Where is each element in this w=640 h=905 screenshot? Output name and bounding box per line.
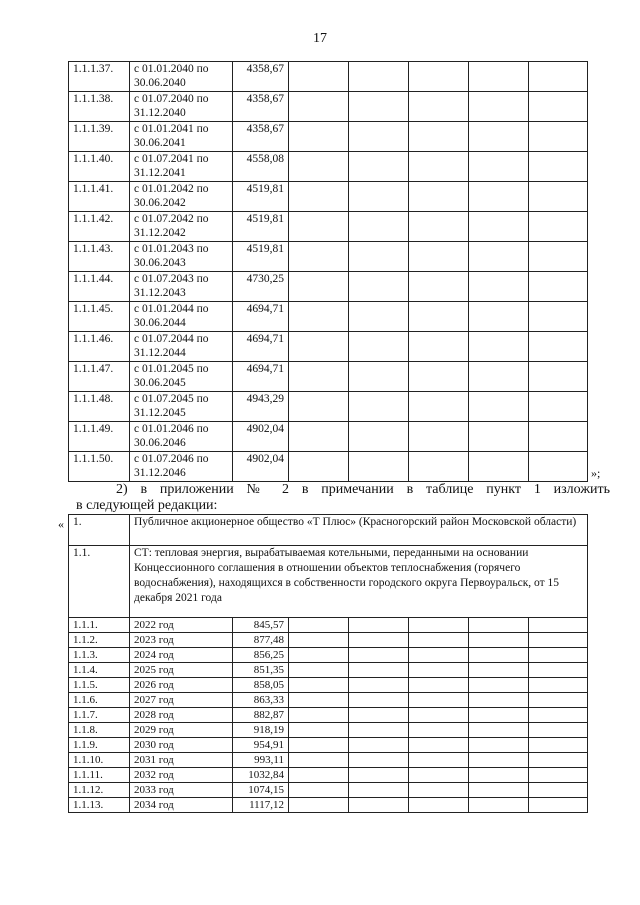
empty-cell	[349, 618, 409, 633]
row-number: 1.1.3.	[69, 648, 130, 663]
tariff-value: 4902,04	[233, 422, 289, 452]
empty-cell	[469, 618, 529, 633]
empty-cell	[469, 663, 529, 678]
empty-cell	[289, 92, 349, 122]
empty-cell	[529, 678, 588, 693]
empty-cell	[529, 618, 588, 633]
empty-cell	[349, 738, 409, 753]
period: с 01.01.2040 по 30.06.2040	[130, 62, 233, 92]
year: 2028 год	[130, 708, 233, 723]
empty-cell	[289, 708, 349, 723]
empty-cell	[469, 332, 529, 362]
row-number: 1.1.1.40.	[69, 152, 130, 182]
empty-cell	[469, 753, 529, 768]
empty-cell	[409, 648, 469, 663]
tariff-value: 1074,15	[233, 783, 289, 798]
empty-cell	[349, 302, 409, 332]
row-number: 1.1.1.	[69, 618, 130, 633]
empty-cell	[469, 362, 529, 392]
empty-cell	[529, 738, 588, 753]
empty-cell	[409, 678, 469, 693]
empty-cell	[409, 122, 469, 152]
tariff-value: 4358,67	[233, 62, 289, 92]
period: с 01.07.2042 по 31.12.2042	[130, 212, 233, 242]
empty-cell	[469, 242, 529, 272]
table-row	[69, 242, 588, 272]
empty-cell	[349, 272, 409, 302]
empty-cell	[469, 302, 529, 332]
empty-cell	[529, 633, 588, 648]
year: 2031 год	[130, 753, 233, 768]
year: 2032 год	[130, 768, 233, 783]
row-number: 1.1.1.45.	[69, 302, 130, 332]
empty-cell	[409, 62, 469, 92]
row-number: 1.1.1.42.	[69, 212, 130, 242]
row-number: 1.1.11.	[69, 768, 130, 783]
empty-cell	[289, 122, 349, 152]
table-row	[69, 783, 588, 798]
empty-cell	[529, 663, 588, 678]
empty-cell	[289, 452, 349, 482]
empty-cell	[529, 92, 588, 122]
empty-cell	[469, 783, 529, 798]
period: с 01.07.2044 по 31.12.2044	[130, 332, 233, 362]
table-row	[69, 693, 588, 708]
year: 2027 год	[130, 693, 233, 708]
table-row	[69, 678, 588, 693]
year: 2025 год	[130, 663, 233, 678]
tariff-value: 856,25	[233, 648, 289, 663]
tariff-value: 954,91	[233, 738, 289, 753]
empty-cell	[409, 332, 469, 362]
period: с 01.01.2041 по 30.06.2041	[130, 122, 233, 152]
empty-cell	[349, 798, 409, 813]
empty-cell	[529, 452, 588, 482]
row-number: 1.1.1.44.	[69, 272, 130, 302]
empty-cell	[529, 648, 588, 663]
table-row	[69, 708, 588, 723]
table-row	[69, 633, 588, 648]
tariff-value: 4519,81	[233, 242, 289, 272]
period: с 01.01.2042 по 30.06.2042	[130, 182, 233, 212]
row-number: 1.1.1.48.	[69, 392, 130, 422]
empty-cell	[529, 422, 588, 452]
period: с 01.07.2046 по 31.12.2046	[130, 452, 233, 482]
empty-cell	[469, 212, 529, 242]
row-number: 1.1.2.	[69, 633, 130, 648]
empty-cell	[529, 122, 588, 152]
tariff-value: 1117,12	[233, 798, 289, 813]
empty-cell	[409, 182, 469, 212]
empty-cell	[409, 392, 469, 422]
tariff-description-number: 1.1.	[69, 546, 130, 618]
empty-cell	[409, 723, 469, 738]
tariff-value: 4519,81	[233, 182, 289, 212]
empty-cell	[289, 648, 349, 663]
row-number: 1.1.9.	[69, 738, 130, 753]
row-number: 1.1.1.39.	[69, 122, 130, 152]
table-row	[69, 152, 588, 182]
tariff-table-periods	[68, 61, 588, 482]
empty-cell	[409, 422, 469, 452]
year: 2029 год	[130, 723, 233, 738]
table-row	[69, 798, 588, 813]
row-number: 1.1.1.38.	[69, 92, 130, 122]
empty-cell	[349, 62, 409, 92]
empty-cell	[349, 452, 409, 482]
empty-cell	[349, 152, 409, 182]
tariff-value: 882,87	[233, 708, 289, 723]
period: с 01.07.2043 по 31.12.2043	[130, 272, 233, 302]
empty-cell	[529, 152, 588, 182]
empty-cell	[409, 783, 469, 798]
empty-cell	[469, 272, 529, 302]
empty-cell	[409, 152, 469, 182]
empty-cell	[409, 753, 469, 768]
row-number: 1.1.8.	[69, 723, 130, 738]
tariff-description: СТ: тепловая энергия, вырабатываемая котельными, переданными на основании Концессионного соглашения в отношении объектов теплоснабжения (горячего водоснабжения), находящихся в собственности городского округа Первоуральск, от 15 декабря 2021 года	[130, 546, 588, 618]
table-row	[69, 422, 588, 452]
empty-cell	[529, 182, 588, 212]
organization-row-number: 1.	[69, 515, 130, 546]
row-number: 1.1.5.	[69, 678, 130, 693]
empty-cell	[289, 783, 349, 798]
empty-cell	[289, 392, 349, 422]
table-row	[69, 618, 588, 633]
table-row	[69, 122, 588, 152]
empty-cell	[349, 122, 409, 152]
empty-cell	[349, 753, 409, 768]
tariff-value: 4558,08	[233, 152, 289, 182]
empty-cell	[529, 798, 588, 813]
empty-cell	[529, 212, 588, 242]
table-row	[69, 182, 588, 212]
empty-cell	[349, 92, 409, 122]
empty-cell	[469, 723, 529, 738]
tariff-value: 4694,71	[233, 332, 289, 362]
empty-cell	[529, 332, 588, 362]
period: с 01.07.2045 по 31.12.2045	[130, 392, 233, 422]
empty-cell	[289, 272, 349, 302]
empty-cell	[469, 392, 529, 422]
empty-cell	[349, 362, 409, 392]
empty-cell	[349, 693, 409, 708]
table-row	[69, 663, 588, 678]
empty-cell	[289, 663, 349, 678]
period: с 01.01.2044 по 30.06.2044	[130, 302, 233, 332]
empty-cell	[409, 768, 469, 783]
empty-cell	[469, 798, 529, 813]
empty-cell	[529, 302, 588, 332]
table-row	[69, 212, 588, 242]
table-row	[69, 302, 588, 332]
row-number: 1.1.6.	[69, 693, 130, 708]
tariff-value: 4519,81	[233, 212, 289, 242]
table-row	[69, 753, 588, 768]
period: с 01.01.2046 по 30.06.2046	[130, 422, 233, 452]
tariff-value: 918,19	[233, 723, 289, 738]
empty-cell	[469, 708, 529, 723]
empty-cell	[529, 272, 588, 302]
empty-cell	[289, 678, 349, 693]
empty-cell	[289, 753, 349, 768]
tariff-table-years	[68, 514, 588, 813]
empty-cell	[529, 783, 588, 798]
empty-cell	[469, 693, 529, 708]
empty-cell	[409, 272, 469, 302]
empty-cell	[469, 452, 529, 482]
tariff-value: 4358,67	[233, 122, 289, 152]
empty-cell	[529, 753, 588, 768]
empty-cell	[529, 362, 588, 392]
empty-cell	[469, 92, 529, 122]
tariff-value: 877,48	[233, 633, 289, 648]
empty-cell	[409, 212, 469, 242]
table-row	[69, 452, 588, 482]
empty-cell	[469, 633, 529, 648]
empty-cell	[469, 422, 529, 452]
empty-cell	[409, 618, 469, 633]
tariff-value: 845,57	[233, 618, 289, 633]
empty-cell	[289, 212, 349, 242]
table-row	[69, 92, 588, 122]
tariff-value: 4902,04	[233, 452, 289, 482]
table-row	[69, 738, 588, 753]
tariff-value: 993,11	[233, 753, 289, 768]
empty-cell	[289, 362, 349, 392]
table-row	[69, 332, 588, 362]
amendment-paragraph-line1: 2) в приложении № 2 в примечании в таблице пункт 1 изложить	[116, 482, 610, 497]
empty-cell	[529, 693, 588, 708]
row-number: 1.1.10.	[69, 753, 130, 768]
empty-cell	[349, 182, 409, 212]
empty-cell	[409, 663, 469, 678]
year: 2024 год	[130, 648, 233, 663]
empty-cell	[409, 302, 469, 332]
empty-cell	[289, 693, 349, 708]
row-number: 1.1.1.49.	[69, 422, 130, 452]
empty-cell	[289, 422, 349, 452]
empty-cell	[349, 422, 409, 452]
tariff-value: 851,35	[233, 663, 289, 678]
empty-cell	[409, 242, 469, 272]
tariff-value: 1032,84	[233, 768, 289, 783]
empty-cell	[469, 648, 529, 663]
year: 2030 год	[130, 738, 233, 753]
empty-cell	[529, 723, 588, 738]
empty-cell	[349, 783, 409, 798]
empty-cell	[469, 768, 529, 783]
empty-cell	[349, 663, 409, 678]
year: 2034 год	[130, 798, 233, 813]
tariff-value: 4358,67	[233, 92, 289, 122]
period: с 01.07.2040 по 31.12.2040	[130, 92, 233, 122]
table-row	[69, 392, 588, 422]
tariff-value: 4694,71	[233, 362, 289, 392]
table-row	[69, 648, 588, 663]
empty-cell	[289, 723, 349, 738]
row-number: 1.1.1.41.	[69, 182, 130, 212]
tariff-value: 863,33	[233, 693, 289, 708]
empty-cell	[289, 768, 349, 783]
row-number: 1.1.13.	[69, 798, 130, 813]
tariff-value: 4694,71	[233, 302, 289, 332]
empty-cell	[529, 708, 588, 723]
period: с 01.01.2043 по 30.06.2043	[130, 242, 233, 272]
empty-cell	[349, 212, 409, 242]
tariff-value: 858,05	[233, 678, 289, 693]
row-number: 1.1.7.	[69, 708, 130, 723]
closing-quote: »;	[591, 466, 601, 480]
year: 2022 год	[130, 618, 233, 633]
year: 2033 год	[130, 783, 233, 798]
row-number: 1.1.1.50.	[69, 452, 130, 482]
empty-cell	[529, 392, 588, 422]
empty-cell	[349, 392, 409, 422]
organization-row	[69, 515, 588, 546]
empty-cell	[349, 768, 409, 783]
tariff-value: 4730,25	[233, 272, 289, 302]
tariff-description-row	[69, 546, 588, 618]
row-number: 1.1.1.37.	[69, 62, 130, 92]
period: с 01.07.2041 по 31.12.2041	[130, 152, 233, 182]
empty-cell	[349, 633, 409, 648]
empty-cell	[349, 678, 409, 693]
opening-quote: «	[58, 517, 64, 531]
period: с 01.01.2045 по 30.06.2045	[130, 362, 233, 392]
row-number: 1.1.1.47.	[69, 362, 130, 392]
empty-cell	[349, 648, 409, 663]
table-row	[69, 272, 588, 302]
table-row	[69, 62, 588, 92]
amendment-paragraph-line2: в следующей редакции:	[76, 498, 218, 513]
empty-cell	[289, 62, 349, 92]
year: 2023 год	[130, 633, 233, 648]
empty-cell	[349, 242, 409, 272]
empty-cell	[469, 62, 529, 92]
row-number: 1.1.1.46.	[69, 332, 130, 362]
empty-cell	[409, 633, 469, 648]
empty-cell	[289, 182, 349, 212]
empty-cell	[349, 723, 409, 738]
empty-cell	[349, 708, 409, 723]
row-number: 1.1.12.	[69, 783, 130, 798]
empty-cell	[469, 122, 529, 152]
empty-cell	[409, 798, 469, 813]
empty-cell	[409, 92, 469, 122]
tariff-value: 4943,29	[233, 392, 289, 422]
empty-cell	[529, 62, 588, 92]
empty-cell	[289, 302, 349, 332]
empty-cell	[469, 152, 529, 182]
table-row	[69, 723, 588, 738]
empty-cell	[289, 798, 349, 813]
empty-cell	[289, 152, 349, 182]
empty-cell	[289, 618, 349, 633]
empty-cell	[409, 708, 469, 723]
empty-cell	[409, 693, 469, 708]
empty-cell	[289, 242, 349, 272]
empty-cell	[409, 452, 469, 482]
empty-cell	[469, 738, 529, 753]
table-row	[69, 768, 588, 783]
empty-cell	[469, 678, 529, 693]
organization-name: Публичное акционерное общество «Т Плюс» (Красногорский район Московской области)	[130, 515, 588, 546]
empty-cell	[469, 182, 529, 212]
empty-cell	[349, 332, 409, 362]
row-number: 1.1.4.	[69, 663, 130, 678]
empty-cell	[289, 332, 349, 362]
empty-cell	[409, 738, 469, 753]
empty-cell	[529, 242, 588, 272]
empty-cell	[529, 768, 588, 783]
year: 2026 год	[130, 678, 233, 693]
page-number: 17	[313, 31, 327, 46]
row-number: 1.1.1.43.	[69, 242, 130, 272]
empty-cell	[289, 738, 349, 753]
empty-cell	[409, 362, 469, 392]
table-row	[69, 362, 588, 392]
empty-cell	[289, 633, 349, 648]
